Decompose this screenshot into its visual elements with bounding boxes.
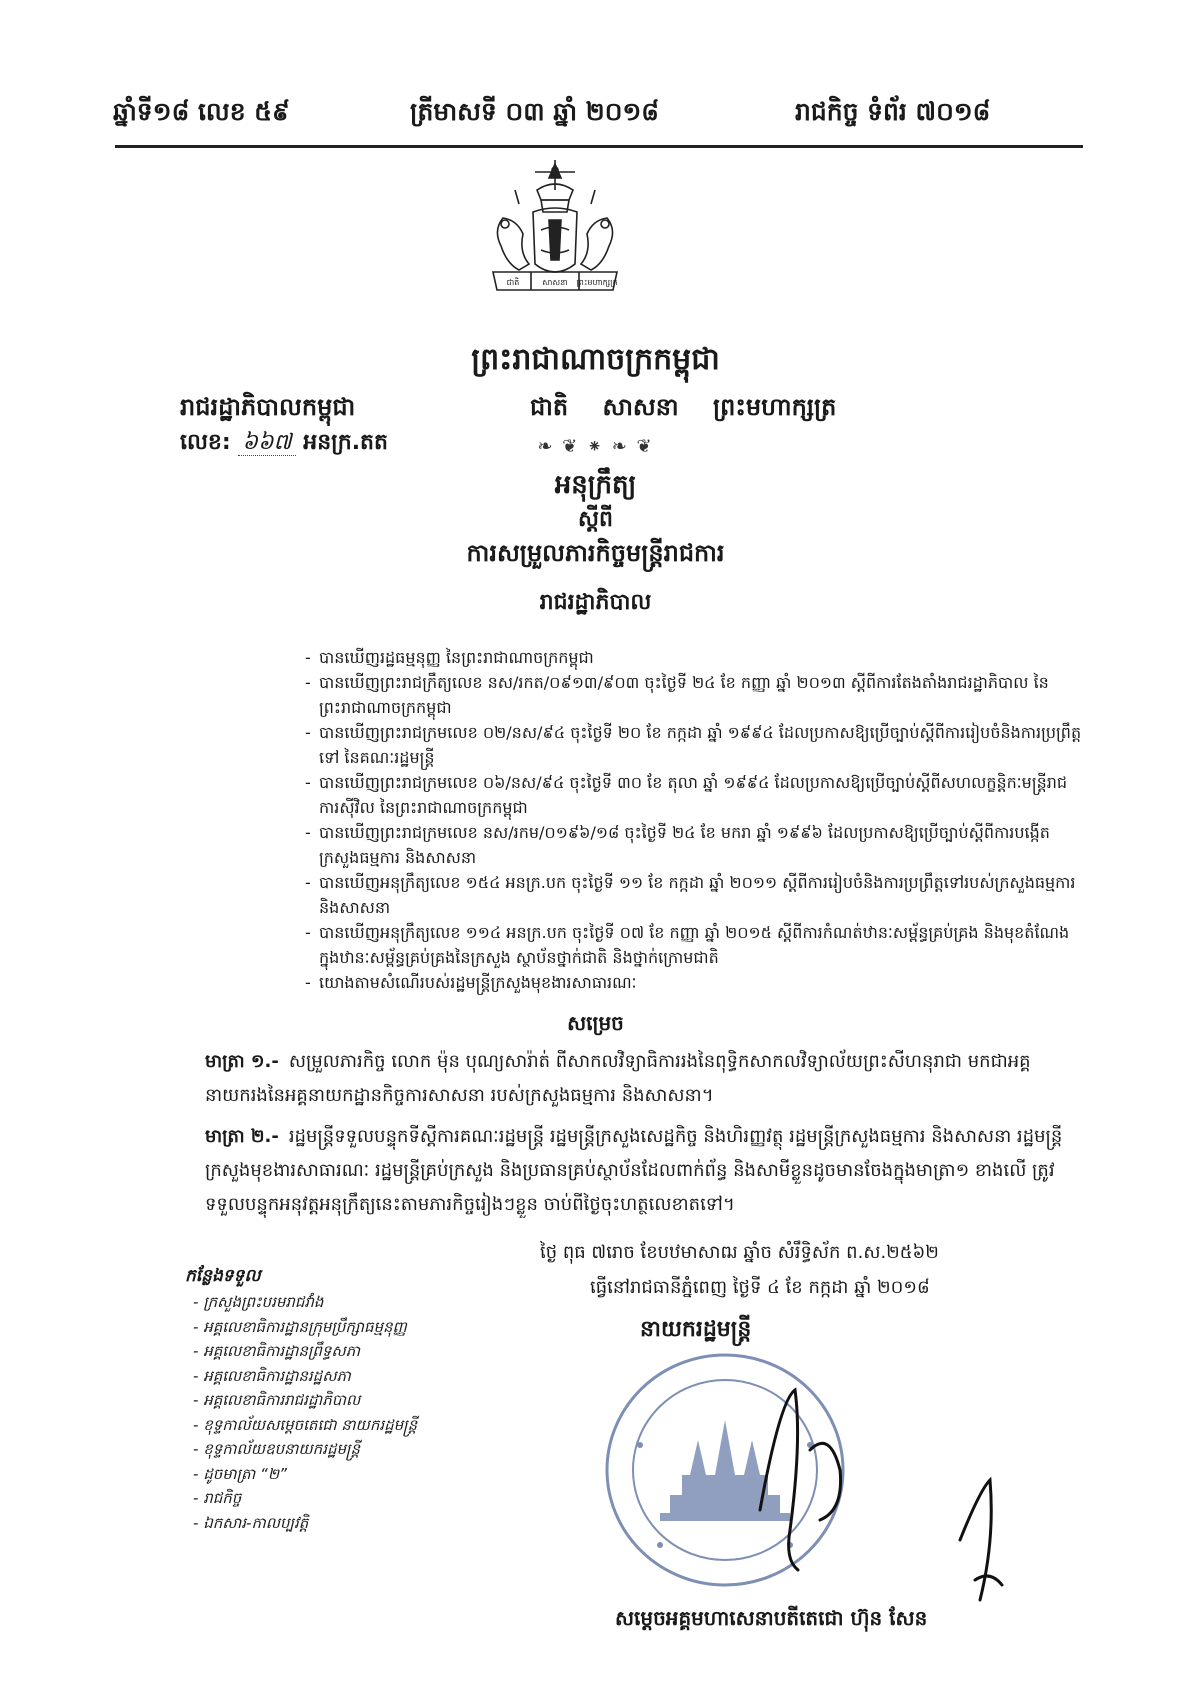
arms-scroll-left: ជាតិ bbox=[506, 278, 520, 287]
preamble-item: - យោងតាមសំណើរបស់រដ្ឋមន្ត្រីក្រសួងមុខងារសាធារណៈ bbox=[305, 970, 1085, 995]
recipient-item: - ខុទ្ទកាល័យឧបនាយករដ្ឋមន្ត្រី bbox=[193, 1437, 417, 1462]
preamble-item: - បានឃើញព្រះរាជក្រមលេខ ០៦/នស/៩៤ ចុះថ្ងៃទី ៣០ ខែ តុលា ឆ្នាំ ១៩៩៤ ដែលប្រកាសឱ្យប្រើច្បាប់ស្តីពីសហលក្ខន្តិកៈមន្ត្រីរាជការស៊ីវិល នៃព្រះរាជាណាចក្រកម្ពុជា bbox=[305, 770, 1085, 820]
decision-heading: សម្រេច bbox=[567, 1011, 624, 1035]
recipients-list bbox=[193, 1290, 417, 1535]
preamble-item: - បានឃើញព្រះរាជក្រមលេខ នស/រកម/០១៩៦/១៨ ចុះថ្ងៃទី ២៤ ខែ មករា ឆ្នាំ ១៩៩៦ ដែលប្រកាសឱ្យប្រើច្បាប់ស្តីពីការបង្កើតក្រសួងធម្មការ និងសាសនា bbox=[305, 820, 1085, 870]
document-number-label: លេខ: bbox=[180, 430, 231, 455]
gazette-issue: ឆ្នាំទី១៨ លេខ ៥៩ bbox=[113, 97, 290, 126]
title-flourish: ❧ ❦ ⁕ ❧ ❦ bbox=[537, 436, 654, 457]
recipient-item: - ដូចមាត្រា “២” bbox=[193, 1462, 417, 1487]
recipient-item: - ខុទ្ទកាល័យសម្តេចតេជោ នាយករដ្ឋមន្ត្រី bbox=[193, 1413, 417, 1438]
preamble-item: - បានឃើញអនុក្រឹត្យលេខ ១៥៤ អនក្រ.បក ចុះថ្ងៃទី ១១ ខែ កក្កដា ឆ្នាំ ២០១១ ស្តីពីការរៀបចំនិងការប្រព្រឹត្តទៅរបស់ក្រសួងធម្មការ និងសាសនា bbox=[305, 870, 1085, 920]
solar-date: ធ្វើនៅរាជធានីភ្នំពេញ ថ្ងៃទី ៤ ខែ កក្កដា ឆ្នាំ ២០១៨ bbox=[590, 1277, 930, 1298]
document-number-value: ៦៦៧ bbox=[238, 430, 295, 456]
arms-scroll-center: សាសនា bbox=[542, 278, 568, 287]
article-label: មាត្រា ១.- bbox=[205, 1051, 279, 1072]
national-motto: ជាតិ សាសនា ព្រះមហាក្សត្រ bbox=[530, 393, 837, 421]
handwritten-signature-icon bbox=[740, 1330, 1010, 1610]
document-number-suffix: អនក្រ.តត bbox=[303, 430, 388, 455]
issuing-authority: រាជរដ្ឋាភិបាល bbox=[539, 590, 652, 615]
ministry-name: រាជរដ្ឋាភិបាលកម្ពុជា bbox=[180, 393, 356, 421]
preamble-item: - បានឃើញព្រះរាជក្រមលេខ ០២/នស/៩៤ ចុះថ្ងៃទី ២០ ខែ កក្កដា ឆ្នាំ ១៩៩៤ ដែលប្រកាសឱ្យប្រើច្បាប់ស្តីពីការរៀបចំនិងការប្រព្រឹត្តទៅ នៃគណៈរដ្ឋមន្ត្រី bbox=[305, 720, 1085, 770]
gazette-page: រាជកិច្ច ទំព័រ ៧០១៨ bbox=[795, 97, 991, 126]
document-type-title: អនុក្រឹត្យ bbox=[554, 470, 637, 500]
signatory-name: សម្តេចអគ្គមហាសេនាបតីតេជោ ហ៊ុន សែន bbox=[615, 1606, 928, 1630]
recipients-title: កន្លែងទទួល bbox=[185, 1266, 261, 1286]
preamble-list bbox=[305, 645, 1085, 995]
kingdom-title: ព្រះរាជាណាចក្រកម្ពុជា bbox=[471, 342, 720, 377]
article-1 bbox=[205, 1045, 1085, 1113]
signatory-title: នាយករដ្ឋមន្ត្រី bbox=[640, 1317, 752, 1342]
gazette-date: ត្រីមាសទី ០៣ ឆ្នាំ ២០១៨ bbox=[410, 97, 660, 126]
recipient-item: - អគ្គលេខាធិការរាជរដ្ឋាភិបាល bbox=[193, 1388, 417, 1413]
preamble-item: - បានឃើញអនុក្រឹត្យលេខ ១១៤ អនក្រ.បក ចុះថ្ងៃទី ០៧ ខែ កញ្ញា ឆ្នាំ ២០១៥ ស្តីពីការកំណត់ឋានៈសម្ព័ន្ធគ្រប់គ្រង និងមុខតំណែងក្នុងឋានៈសម្ព័ន្ធគ្រប់គ្រងនៃក្រសួង ស្ថាប័នថ្នាក់ជាតិ និងថ្នាក់ក្រោមជាតិ bbox=[305, 920, 1085, 970]
arms-scroll-right: ព្រះមហាក្សត្រ bbox=[576, 278, 618, 287]
article-label: មាត្រា ២.- bbox=[205, 1126, 279, 1147]
lunar-date: ថ្ងៃ ពុធ ៧រោច ខែបឋមាសាឍ ឆ្នាំច សំរឹទ្ធិស័ក ព.ស.២៥៦២ bbox=[540, 1242, 939, 1263]
recipient-item: - រាជកិច្ច bbox=[193, 1486, 417, 1511]
recipient-item: - អគ្គលេខាធិការដ្ឋានរដ្ឋសភា bbox=[193, 1364, 417, 1389]
article-text: សម្រួលភារកិច្ច លោក ម៉ុន បុណ្យសារ៉ាត់ ពីសាកលវិទ្យាធិការរងនៃពុទ្ធិកសាកលវិទ្យាល័យព្រះសីហនុរាជា មកជាអគ្គនាយករងនៃអគ្គនាយកដ្ឋានកិច្ចការសាសនា របស់ក្រសួងធម្មការ និងសាសនា។ bbox=[205, 1051, 1031, 1106]
document-about-label: ស្តីពី bbox=[578, 507, 613, 532]
recipient-item: - ឯកសារ-កាលប្បវត្តិ bbox=[193, 1511, 417, 1536]
header-rule bbox=[115, 145, 1083, 148]
royal-arms-icon bbox=[475, 160, 635, 310]
recipient-item: - អគ្គលេខាធិការដ្ឋានព្រឹទ្ធសភា bbox=[193, 1339, 417, 1364]
preamble-item: - បានឃើញរដ្ឋធម្មនុញ្ញ នៃព្រះរាជាណាចក្រកម្ពុជា bbox=[305, 645, 1085, 670]
recipient-item: - អគ្គលេខាធិការដ្ឋានក្រុមប្រឹក្សាធម្មនុញ្ញ bbox=[193, 1315, 417, 1340]
article-text: រដ្ឋមន្ត្រីទទួលបន្ទុកទីស្តីការគណៈរដ្ឋមន្ត្រី រដ្ឋមន្ត្រីក្រសួងសេដ្ឋកិច្ច និងហិរញ្ញវត្ថុ រដ្ឋមន្ត្រីក្រសួងធម្មការ និងសាសនា រដ្ឋមន្ត្រីក្រសួងមុខងារសាធារណៈ រដ្ឋមន្ត្រីគ្រប់ក្រសួង និងប្រធានគ្រប់ស្ថាប័នដែលពាក់ព័ន្ធ និងសាមីខ្លួនដូចមានចែងក្នុងមាត្រា១ ខាងលើ ត្រូវទទួលបន្ទុកអនុវត្តអនុក្រឹត្យនេះតាមភារកិច្ចរៀងៗខ្លួន ចាប់ពីថ្ងៃចុះហត្ថលេខាតទៅ។ bbox=[205, 1126, 1063, 1215]
recipient-item: - ក្រសួងព្រះបរមរាជវាំង bbox=[193, 1290, 417, 1315]
article-2 bbox=[205, 1120, 1085, 1222]
preamble-item: - បានឃើញព្រះរាជក្រឹត្យលេខ នស/រកត/០៩១៣/៩០៣ ចុះថ្ងៃទី ២៤ ខែ កញ្ញា ឆ្នាំ ២០១៣ ស្តីពីការតែងតាំងរាជរដ្ឋាភិបាល នៃព្រះរាជាណាចក្រកម្ពុជា bbox=[305, 670, 1085, 720]
document-subject: ការសម្រួលភារកិច្ចមន្ត្រីរាជការ bbox=[466, 539, 725, 567]
